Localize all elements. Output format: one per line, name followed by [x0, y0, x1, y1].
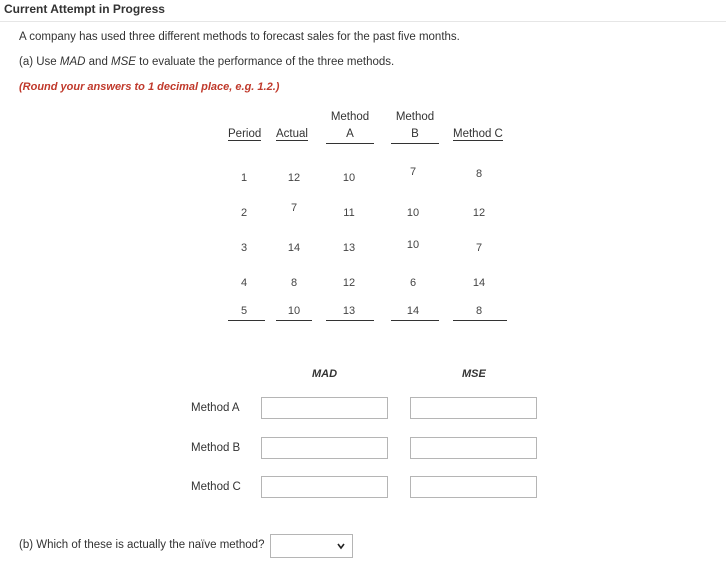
mad-column-title: MAD: [312, 368, 338, 380]
answer-row-label: Method B: [191, 442, 241, 454]
header-method-a-line2: A: [346, 128, 354, 140]
cell-actual: 10: [287, 305, 301, 317]
cell-method-c: 7: [475, 242, 483, 254]
header-method-b-line2: B: [411, 128, 419, 140]
cell-actual: 8: [290, 277, 298, 289]
header-period: Period: [228, 128, 262, 140]
cell-method-b: 6: [409, 277, 417, 289]
part-a-prefix: (a) Use: [19, 56, 60, 68]
cell-method-a: 13: [342, 305, 356, 317]
answer-row-label: Method A: [191, 402, 240, 414]
method-b-mad-input[interactable]: [261, 437, 388, 459]
header-method-b-line1: Method: [395, 111, 435, 123]
cell-method-a: 10: [342, 172, 356, 184]
mse-column-title: MSE: [462, 368, 486, 380]
method-a-mad-input[interactable]: [261, 397, 388, 419]
cell-period: 4: [240, 277, 248, 289]
answer-row-label: Method C: [191, 481, 241, 493]
header-actual: Actual: [276, 128, 308, 140]
question-intro: A company has used three different methods to forecast sales for the past five months.: [19, 31, 460, 43]
cell-method-b: 10: [406, 239, 420, 251]
part-a-and: and: [85, 56, 112, 68]
status-bar: [0, 0, 726, 22]
cell-actual: 7: [290, 202, 298, 214]
method-c-mad-input[interactable]: [261, 476, 388, 498]
period-total-underline: [228, 320, 265, 321]
cell-method-a: 11: [343, 207, 355, 219]
method-b-mse-input[interactable]: [410, 437, 537, 459]
cell-period: 1: [240, 172, 248, 184]
cell-period: 2: [240, 207, 248, 219]
method-b-total-underline: [391, 320, 439, 321]
cell-method-a: 12: [342, 277, 356, 289]
naive-method-select[interactable]: [270, 534, 353, 558]
cell-period: 5: [240, 305, 248, 317]
cell-method-b: 10: [406, 207, 420, 219]
part-a-mse: MSE: [111, 56, 136, 68]
cell-method-b: 14: [406, 305, 420, 317]
cell-method-a: 13: [342, 242, 356, 254]
header-method-b-underline: [391, 143, 439, 144]
header-method-c: Method C: [453, 128, 503, 140]
header-method-a-line1: Method: [330, 111, 370, 123]
part-a-mad: MAD: [59, 56, 86, 68]
actual-total-underline: [276, 320, 312, 321]
cell-method-c: 8: [475, 168, 483, 180]
cell-method-b: 7: [409, 166, 417, 178]
cell-actual: 12: [287, 172, 301, 184]
method-c-mse-input[interactable]: [410, 476, 537, 498]
part-a-instruction: [19, 56, 394, 68]
cell-method-c: 12: [472, 207, 486, 219]
method-c-total-underline: [453, 320, 507, 321]
method-a-total-underline: [326, 320, 374, 321]
cell-actual: 14: [287, 242, 301, 254]
part-a-suffix: to evaluate the performance of the three methods.: [135, 56, 395, 68]
cell-period: 3: [240, 242, 248, 254]
rounding-note: (Round your answers to 1 decimal place, e.g. 1.2.): [19, 81, 280, 93]
cell-method-c: 14: [472, 277, 486, 289]
method-a-mse-input[interactable]: [410, 397, 537, 419]
cell-method-c: 8: [475, 305, 483, 317]
chevron-down-icon: [336, 541, 346, 551]
attempt-status: Current Attempt in Progress: [4, 2, 165, 16]
header-method-a-underline: [326, 143, 374, 144]
part-b-question: (b) Which of these is actually the naïve method?: [19, 539, 265, 551]
